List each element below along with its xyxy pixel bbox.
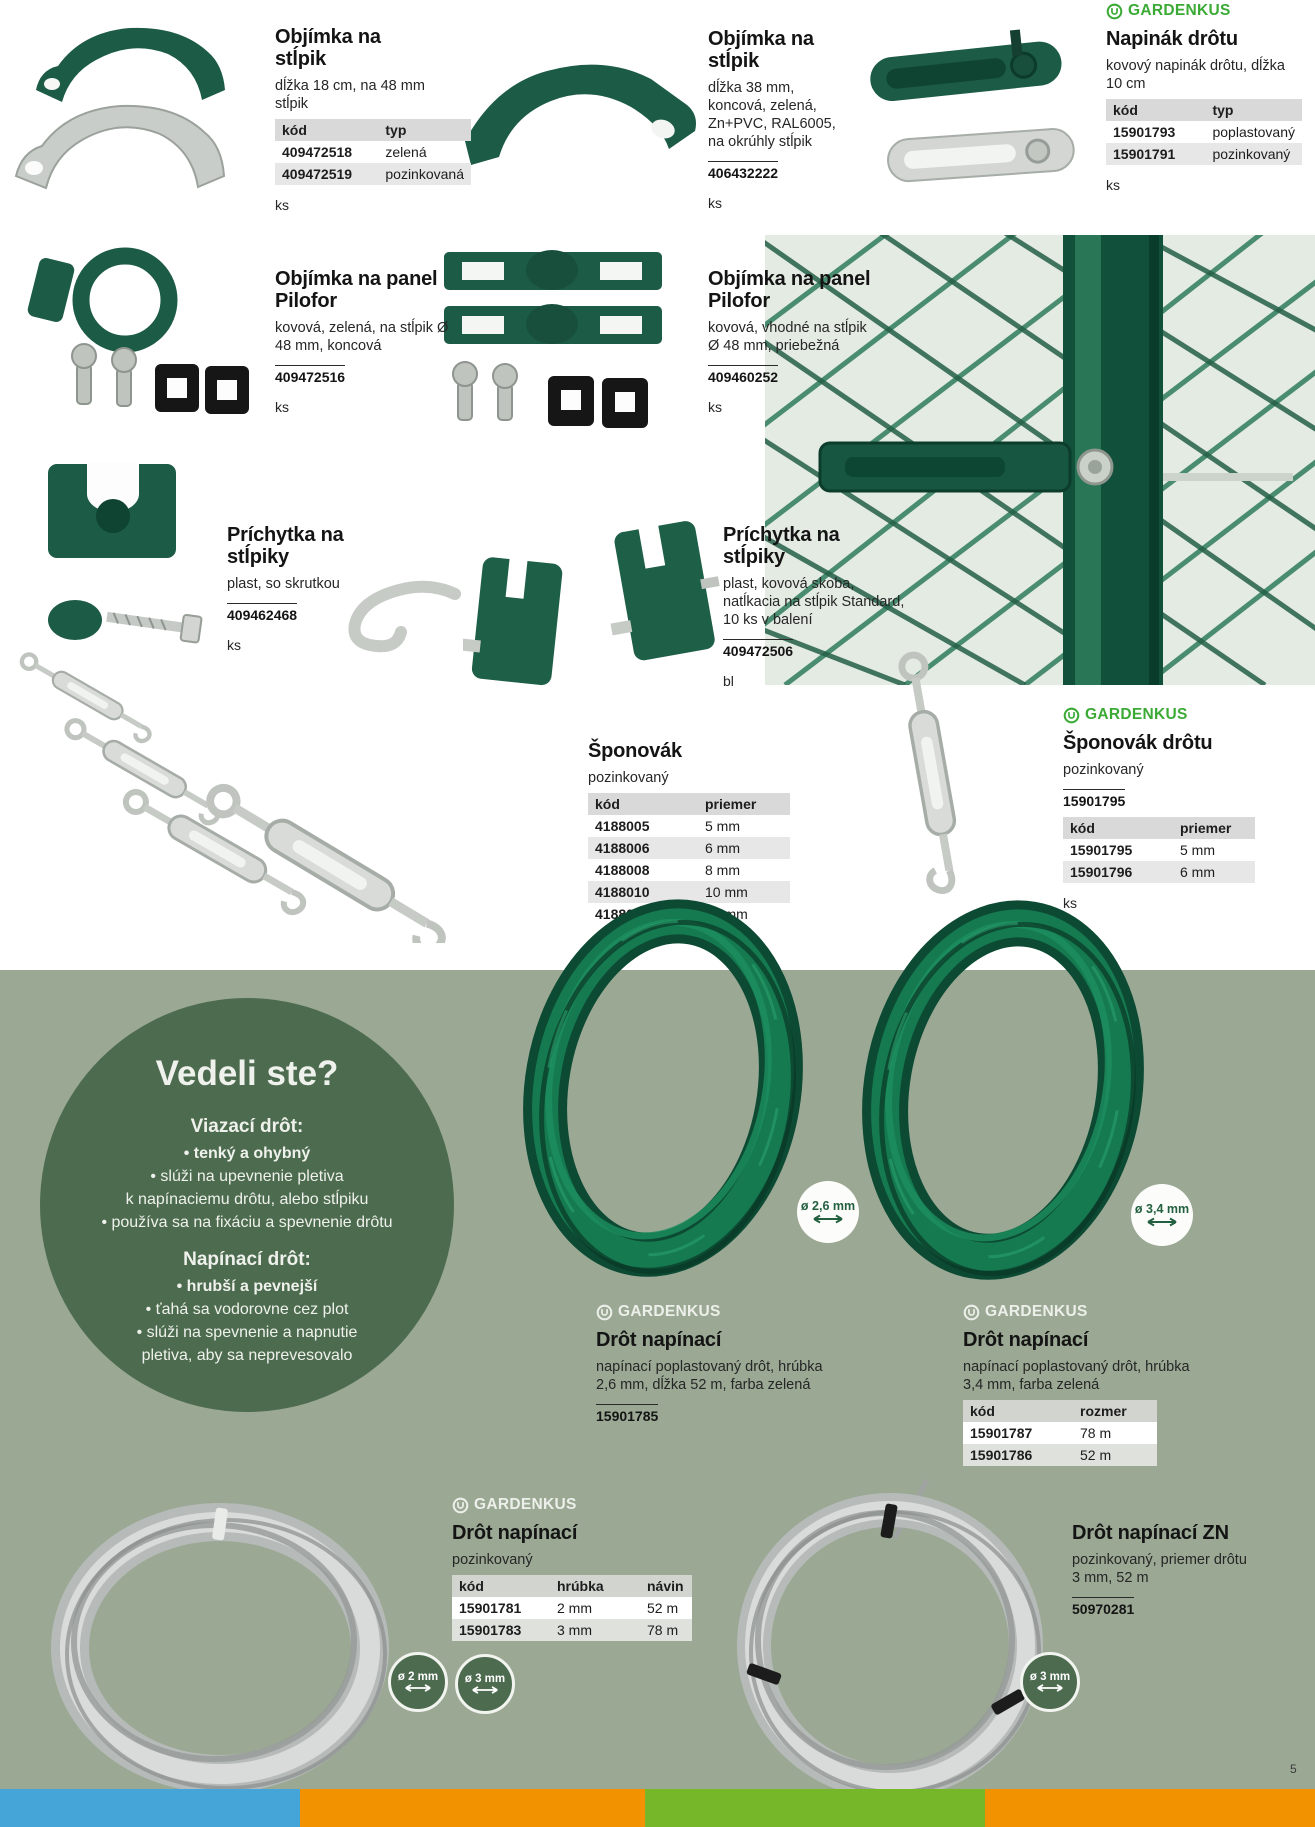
gardenkus-logo-text: GARDENKUS: [1128, 2, 1231, 19]
product-code: 409472519: [275, 163, 378, 185]
product-length: 52 m: [640, 1597, 692, 1619]
panel-clamp-pair-photo: [440, 240, 670, 445]
gardenkus-logo: [596, 1303, 841, 1321]
table-header: kód: [275, 119, 378, 141]
product-size: 8 mm: [705, 862, 740, 878]
product-description: plast, kovová skoba, natĺkacia na stĺpik Standard, 10 ks v balení: [723, 576, 905, 628]
product-size: 3 mm: [550, 1619, 640, 1641]
tip-line: • slúži na upevnenie pletiva: [150, 1168, 344, 1185]
product-objimka-na-stlpik-18: [275, 26, 475, 213]
gardenkus-logo-text: GARDENKUS: [474, 1496, 577, 1513]
product-size: 6 mm: [698, 837, 790, 859]
tip-heading: Viazací drôt:: [190, 1116, 304, 1137]
diameter-label: ø 3 mm: [464, 1672, 506, 1685]
product-type: poplastovaný: [1212, 124, 1295, 140]
product-title: Príchytka na stĺpiky: [723, 524, 840, 568]
table-header: rozmer: [1073, 1400, 1157, 1422]
diameter-label: ø 3,4 mm: [1134, 1202, 1190, 1217]
product-sponovak-drotu: [1063, 706, 1263, 911]
product-title: Objímka na panel Pilofor: [708, 268, 871, 312]
product-length: 78 m: [640, 1619, 692, 1641]
gardenkus-logo: [1063, 706, 1263, 724]
product-objimka-na-stlpik-38: [708, 28, 848, 211]
table-row: [1063, 839, 1255, 861]
turnbuckles-photo: [15, 598, 495, 943]
tip-line: • tenký a ohybný: [183, 1145, 311, 1162]
spec-table: [1106, 99, 1302, 165]
product-drot-napinaci-26: [596, 1303, 841, 1426]
product-code: 4188012: [595, 906, 650, 922]
spec-table: [452, 1575, 692, 1641]
spec-table: [275, 119, 471, 185]
product-objimka-panel-koncova: [275, 268, 465, 415]
table-row: [588, 815, 790, 837]
table-header: typ: [1205, 99, 1302, 121]
product-code: 15901796: [1063, 861, 1173, 883]
product-title: Drôt napínací ZN: [1072, 1522, 1229, 1544]
tip-line: pletiva, aby sa neprevesovalo: [141, 1347, 353, 1364]
table-header: návin: [640, 1575, 692, 1597]
product-title: Objímka na stĺpik: [708, 28, 814, 72]
product-code: 409472518: [282, 144, 353, 160]
table-header: priemer: [698, 793, 790, 815]
gardenkus-logo-icon: [963, 1304, 980, 1321]
product-size: 5 mm: [1180, 842, 1215, 858]
product-title: Drôt napínací: [963, 1329, 1089, 1351]
product-title: Drôt napínací: [596, 1329, 722, 1351]
tip-line: • slúži na spevnenie a napnutie: [136, 1324, 358, 1341]
product-description: kovová, vhodné na stĺpik Ø 48 mm, priebežná: [708, 320, 867, 354]
product-type: zelená: [385, 144, 427, 160]
unit-label: ks: [1106, 177, 1120, 193]
product-drot-napinaci-zn-table: [452, 1496, 707, 1641]
post-clip-photo: [606, 516, 721, 671]
product-description: dĺžka 18 cm, na 48 mm stĺpik: [275, 78, 425, 112]
product-objimka-panel-priebezna: [708, 268, 883, 415]
product-code: 4188010: [588, 881, 698, 903]
product-size: 10 mm: [698, 881, 790, 903]
table-row: [1106, 121, 1302, 143]
diameter-badge: [1131, 1184, 1193, 1246]
product-drot-napinaci-34: [963, 1303, 1208, 1466]
zinc-clamp-photo: [8, 92, 243, 200]
unit-label: bl: [723, 673, 734, 689]
product-description: dĺžka 38 mm, koncová, zelená, Zn+PVC, RAL6005, na okrúhly stĺpik: [708, 80, 836, 150]
table-header: kód: [588, 793, 698, 815]
diameter-label: ø 2,6 mm: [800, 1199, 856, 1214]
table-row: [963, 1422, 1157, 1444]
gardenkus-logo-icon: [1106, 3, 1123, 20]
product-code: 409460252: [708, 365, 778, 385]
product-description: pozinkovaný: [588, 770, 669, 786]
product-description: pozinkovaný: [452, 1552, 533, 1568]
product-code: 50970281: [1072, 1597, 1134, 1617]
table-row: [452, 1597, 692, 1619]
product-size: 52 m: [1073, 1444, 1157, 1466]
table-row: [588, 837, 790, 859]
product-title: Napinák drôtu: [1106, 28, 1238, 50]
product-code: 15901795: [1070, 842, 1133, 858]
spec-table: [963, 1400, 1157, 1466]
table-row: [1106, 143, 1302, 165]
product-code: 4188006: [588, 837, 698, 859]
spec-table: [1063, 817, 1255, 883]
product-code: 15901786: [963, 1444, 1073, 1466]
panel-clamp-set-photo: [25, 242, 260, 437]
table-header: kód: [452, 1575, 550, 1597]
footer-strip-orange: [300, 1789, 645, 1827]
gardenkus-logo: [963, 1303, 1208, 1321]
product-title: Šponovák drôtu: [1063, 732, 1213, 754]
table-header: typ: [378, 119, 471, 141]
table-header: kód: [1106, 99, 1205, 121]
product-code: 15901787: [963, 1422, 1073, 1444]
unit-label: ks: [275, 197, 289, 213]
table-row: [963, 1444, 1157, 1466]
unit-label: ks: [227, 637, 241, 653]
product-description: pozinkovaný: [1063, 762, 1144, 778]
product-title: Objímka na stĺpik: [275, 26, 381, 70]
width-arrow-icon: [404, 1683, 432, 1693]
unit-label: ks: [708, 399, 722, 415]
gardenkus-logo-icon: [596, 1304, 613, 1321]
gardenkus-logo: [1106, 2, 1306, 20]
product-code: 15901781: [452, 1597, 550, 1619]
didyouknow-circle: [40, 998, 454, 1412]
product-description: plast, so skrutkou: [227, 576, 340, 592]
wire-tensioner-zinc-photo: [882, 116, 1082, 198]
green-clamp-photo: [455, 45, 700, 185]
product-description: napínací poplastovaný drôt, hrúbka 2,6 mm, dĺžka 52 m, farba zelená: [596, 1359, 823, 1393]
page-number: 5: [1290, 1762, 1297, 1776]
product-code: 409472506: [723, 639, 793, 659]
unit-label: ks: [1063, 895, 1077, 911]
table-row: [275, 141, 471, 163]
turnbuckle-vertical-photo: [888, 642, 1018, 907]
footer-strip-blue: [0, 1789, 300, 1827]
product-type: pozinkovaný: [1205, 143, 1302, 165]
didyouknow-title: Vedeli ste?: [155, 1054, 339, 1093]
gardenkus-logo-icon: [1063, 707, 1080, 724]
unit-label: ks: [588, 937, 602, 953]
unit-label: ks: [275, 399, 289, 415]
product-description: kovový napinák drôtu, dĺžka 10 cm: [1106, 58, 1285, 92]
diameter-badge: [797, 1181, 859, 1243]
table-header: hrúbka: [550, 1575, 640, 1597]
diameter-badge: [388, 1652, 448, 1712]
tip-line: • hrubší a pevnejší: [176, 1278, 318, 1295]
gardenkus-logo-text: GARDENKUS: [1085, 706, 1188, 723]
unit-label: ks: [708, 195, 722, 211]
wire-tensioner-green-photo: [862, 25, 1077, 120]
product-type: pozinkovaná: [378, 163, 471, 185]
product-size: 6 mm: [1173, 861, 1255, 883]
product-code: 409462468: [227, 603, 297, 623]
gardenkus-logo-text: GARDENKUS: [985, 1303, 1088, 1320]
product-title: Šponovák: [588, 740, 682, 762]
product-size: 2 mm: [550, 1597, 640, 1619]
tip-line: • používa sa na fixáciu a spevnenie drôtu: [101, 1214, 393, 1231]
product-title: Objímka na panel Pilofor: [275, 268, 438, 312]
table-header: kód: [1063, 817, 1173, 839]
diameter-badge: [1020, 1652, 1080, 1712]
table-header: priemer: [1173, 817, 1255, 839]
product-code: 15901785: [596, 1404, 658, 1424]
product-code: 406432222: [708, 161, 778, 181]
diameter-label: ø 2 mm: [397, 1670, 439, 1683]
zinc-wire-coil-photo: [48, 1498, 393, 1798]
product-code: 409472516: [275, 365, 345, 385]
footer-strip-green: [645, 1789, 985, 1827]
product-napinak-drotu: [1106, 2, 1306, 193]
footer-strip-orange: [985, 1789, 1315, 1827]
product-size: 12 mm: [705, 906, 748, 922]
product-size: 5 mm: [705, 818, 740, 834]
product-code: 15901793: [1113, 124, 1176, 140]
tip-line: • ťahá sa vodorovne cez plot: [145, 1301, 349, 1318]
width-arrow-icon: [1146, 1217, 1178, 1227]
gardenkus-logo: [452, 1496, 707, 1514]
gardenkus-logo-text: GARDENKUS: [618, 1303, 721, 1320]
product-prichytka-skoba: [723, 524, 913, 689]
table-row: [275, 163, 471, 185]
zinc-wire-coil-photo: [735, 1478, 1045, 1793]
table-header: kód: [963, 1400, 1073, 1422]
product-title: Drôt napínací: [452, 1522, 578, 1544]
table-row: [1063, 861, 1255, 883]
gardenkus-logo-icon: [452, 1497, 469, 1514]
diameter-label: ø 3 mm: [1029, 1670, 1071, 1683]
tip-heading: Napínací drôt:: [183, 1249, 311, 1270]
product-size: 78 m: [1073, 1422, 1157, 1444]
product-title: Príchytka na stĺpiky: [227, 524, 344, 568]
width-arrow-icon: [1036, 1683, 1064, 1693]
product-description: kovová, zelená, na stĺpik Ø 48 mm, koncová: [275, 320, 449, 354]
product-code: 4188005: [595, 818, 650, 834]
tip-line: k napínaciemu drôtu, alebo stĺpiku: [125, 1191, 369, 1208]
product-description: napínací poplastovaný drôt, hrúbka 3,4 mm, farba zelená: [963, 1359, 1190, 1393]
table-row: [452, 1619, 692, 1641]
product-code: 15901791: [1106, 143, 1205, 165]
product-code: 15901783: [452, 1619, 550, 1641]
width-arrow-icon: [812, 1214, 844, 1224]
product-code: 4188008: [595, 862, 650, 878]
product-code: 15901795: [1063, 789, 1125, 809]
diameter-badge: [455, 1654, 515, 1714]
width-arrow-icon: [471, 1685, 499, 1695]
product-description: pozinkovaný, priemer drôtu 3 mm, 52 m: [1072, 1552, 1247, 1586]
product-drot-napinaci-zn: [1072, 1522, 1272, 1619]
